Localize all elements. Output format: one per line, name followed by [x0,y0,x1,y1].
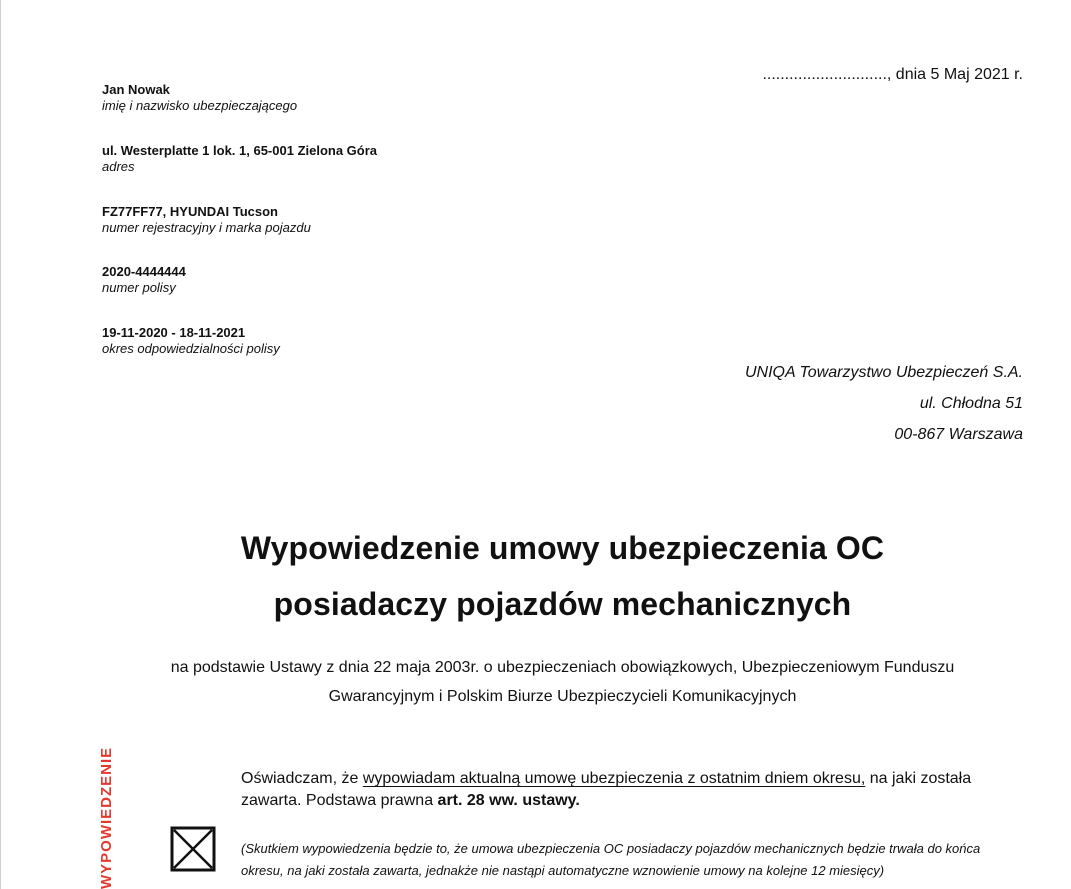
vehicle-value: FZ77FF77, HYUNDAI Tucson [102,204,279,219]
policyholder-name-label: imię i nazwisko ubezpieczającego [102,98,298,113]
policy-period-label: okres odpowiedzialności polisy [102,341,280,356]
policy-number-value: 2020-4444444 [102,264,186,279]
statement-underlined: wypowiadam aktualną umowę ubezpieczenia z ostatnim dniem okresu, [362,770,866,787]
policyholder-name-value: Jan Nowak [102,82,170,97]
field-policy-period [102,325,280,357]
statement-prefix: Oświadczam, że [241,770,363,787]
statement-paragraph [241,768,981,812]
recipient-name: UNIQA Towarzystwo Ubezpieczeń S.A. [744,364,1023,381]
statement-middle: na jaki została zawarta. Podstawa prawna [241,770,972,809]
address-value: ul. Westerplatte 1 lok. 1, 65-001 Zielona Góra [102,143,378,158]
vehicle-label: numer rejestracyjny i marka pojazdu [102,220,311,235]
recipient-street: ul. Chłodna 51 [919,395,1023,412]
checked-checkbox-icon[interactable] [170,826,216,872]
policy-period-value: 19-11-2020 - 18-11-2021 [102,325,246,340]
field-policy-number [102,264,186,296]
date-placeholder-dots: ............................ [762,66,887,83]
statement-legal-article: art. 28 ww. ustawy. [437,792,580,809]
page-title-line-1: Wypowiedzenie umowy ubezpieczenia OC [240,530,885,566]
policy-number-label: numer polisy [102,280,176,295]
legal-basis-line-1: na podstawie Ustawy z dnia 22 maja 2003r. o ubezpieczeniach obowiązkowych, Ubezpieczeniowym Funduszu [170,659,955,676]
consequence-note: (Skutkiem wypowiedzenia będzie to, że umowa ubezpieczenia OC posiadaczy pojazdów mechanicznych będzie trwała do końca okresu, na jaki została zawarta, jednakże nie nastąpi automatyczne wznowienie umowy na kolejne 12 miesięcy) [241,841,981,878]
address-label: adres [102,159,135,174]
date-line [762,66,1023,84]
date-text: , dnia 5 Maj 2021 r. [886,66,1023,83]
field-vehicle [102,204,311,236]
legal-basis-line-2: Gwarancyjnym i Polskim Biurze Ubezpieczycieli Komunikacyjnych [328,688,797,705]
field-address [102,143,377,175]
recipient-city: 00-867 Warszawa [894,426,1023,443]
page-edge [0,0,1,889]
field-policyholder-name [102,82,297,114]
page-title-line-2: posiadaczy pojazdów mechanicznych [273,586,852,622]
side-label-vertical: WYPOWIEDZENIE [98,746,115,889]
